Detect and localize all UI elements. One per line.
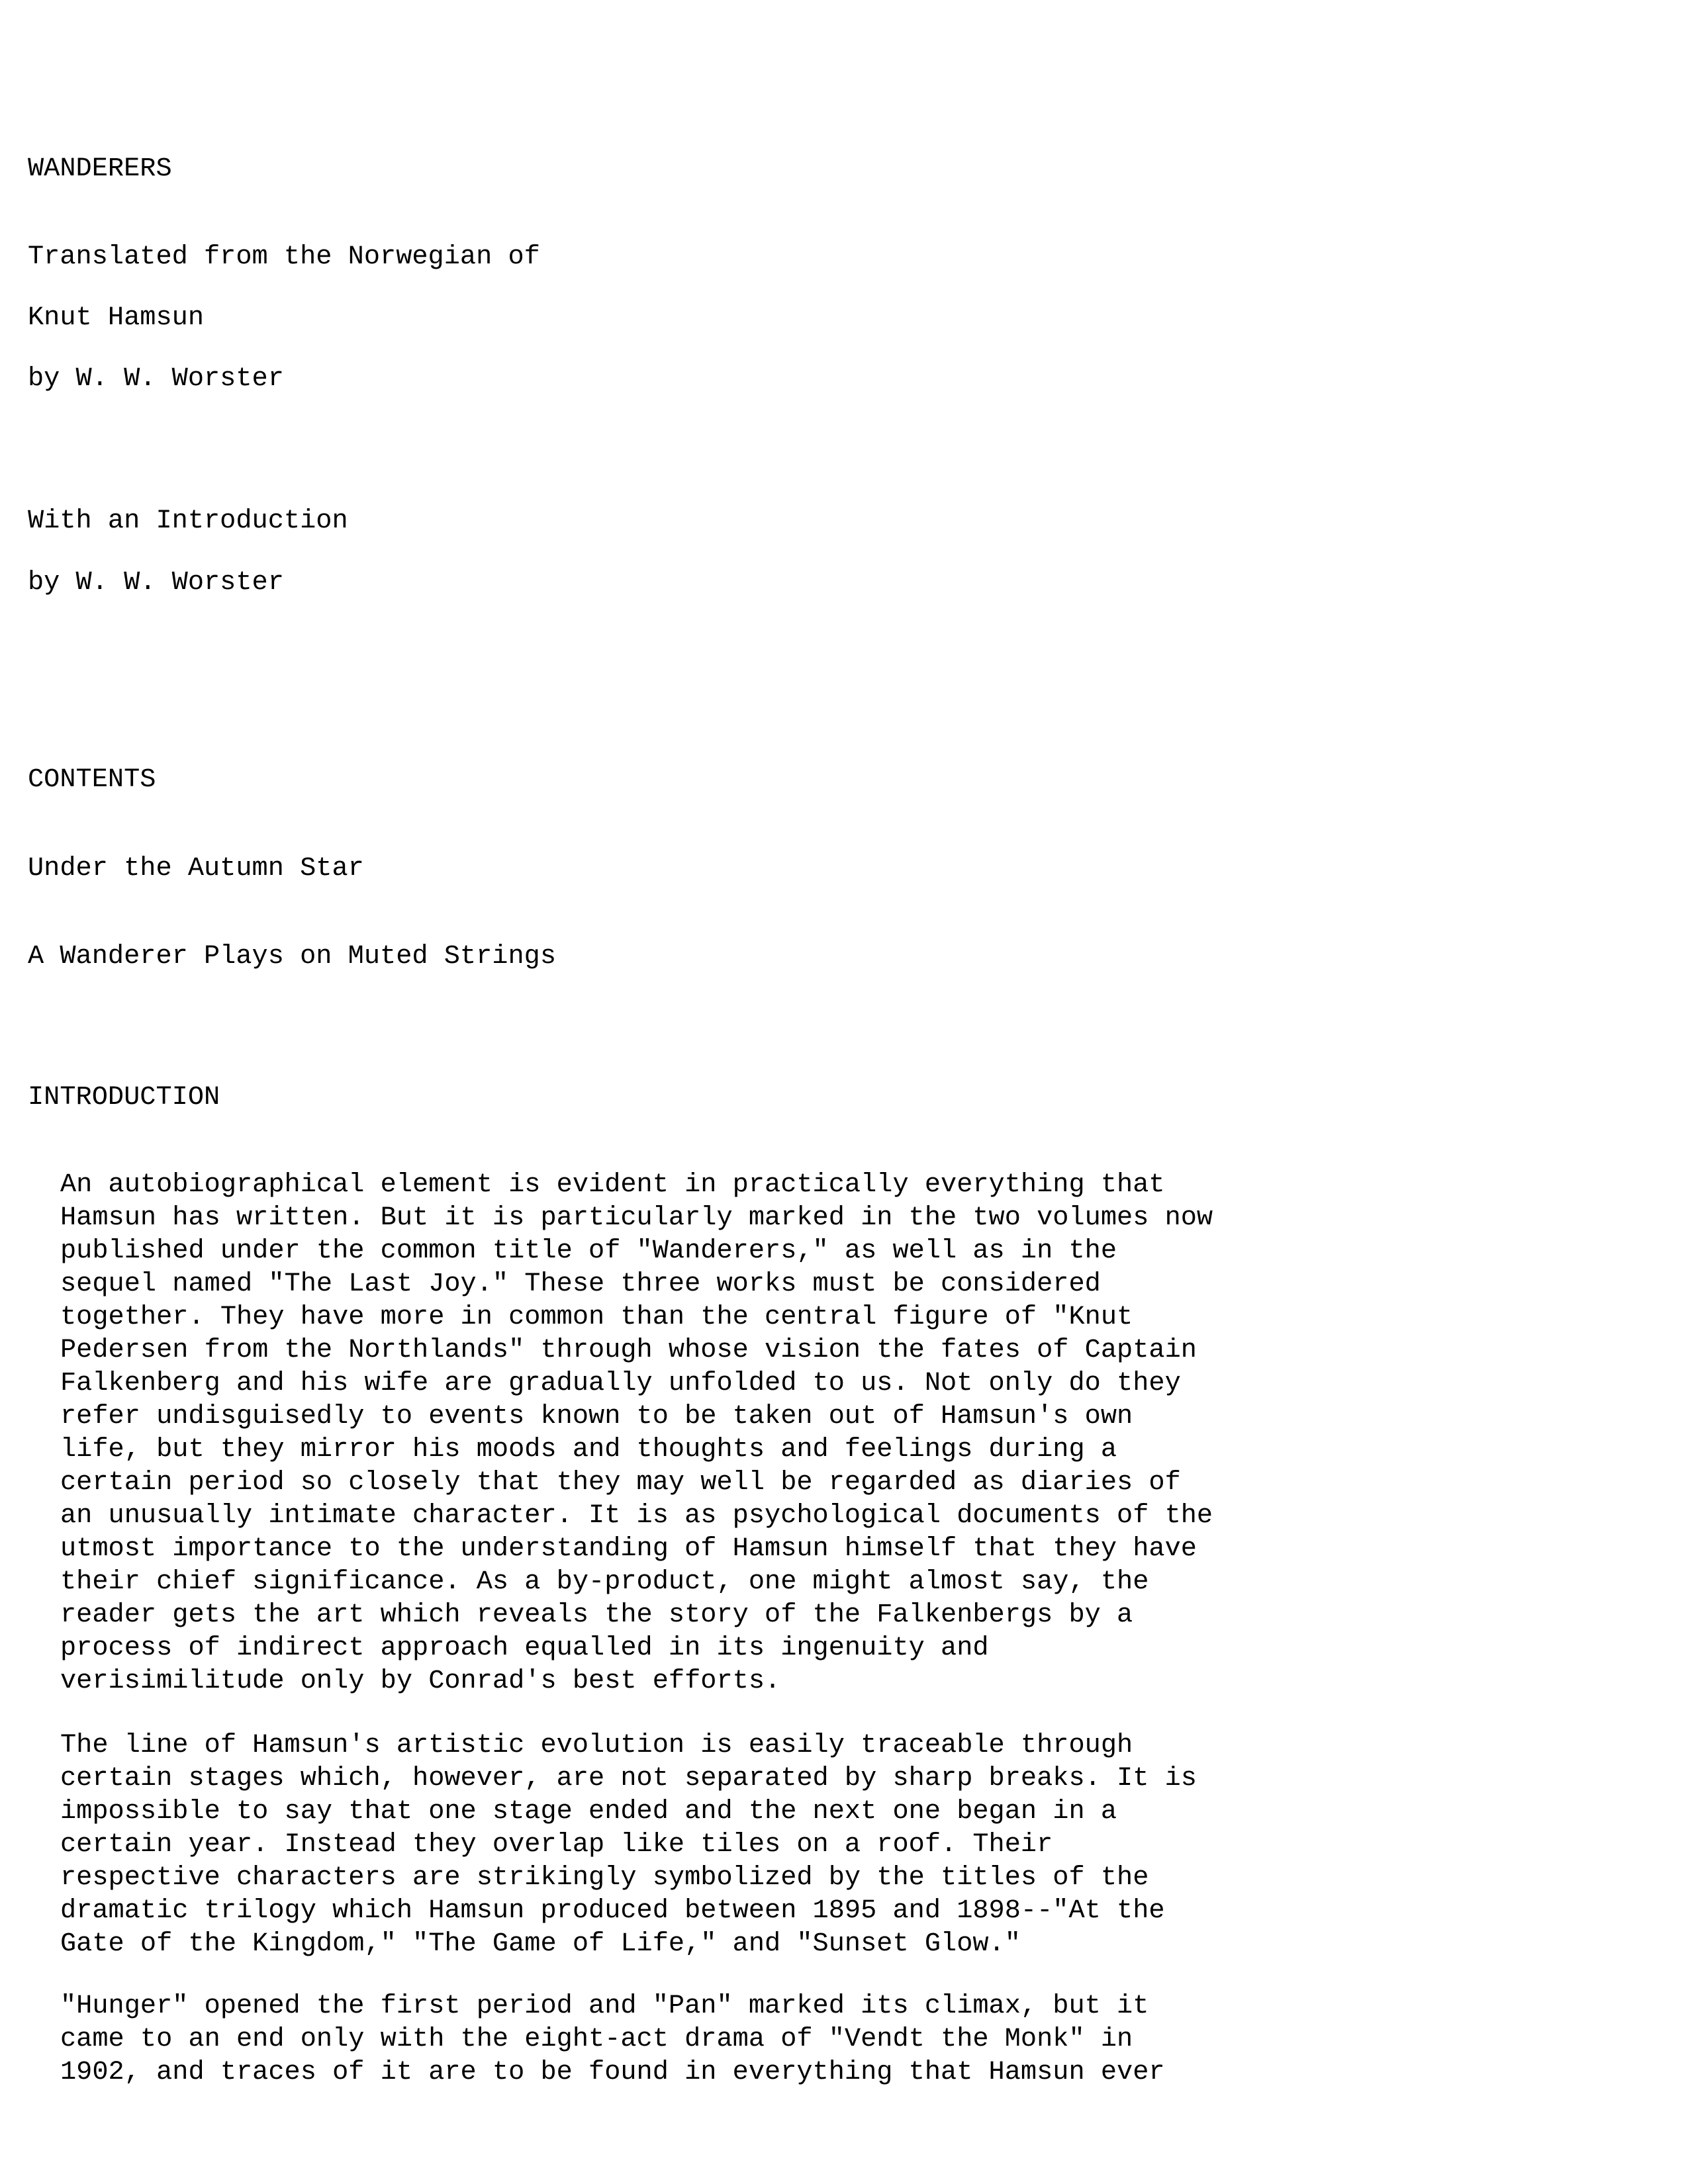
- introduction-heading: INTRODUCTION: [28, 1082, 220, 1113]
- introduction-paragraph-3: "Hunger" opened the first period and "Pan" marked its climax, but it came to an end only with the eight-act drama of "Vendt the Monk" in 1902, and traces of it are to be found in everything that Hamsun ever: [60, 1991, 1165, 2087]
- translated-from-line: Translated from the Norwegian of: [28, 242, 540, 272]
- translator-credit: by W. W. Worster: [28, 363, 284, 394]
- introduction-paragraph-1: An autobiographical element is evident in practically everything that Hamsun has written. But it is particularly marked in the two volumes now published under the common title of "Wanderers," as well as in the sequel named "The Last Joy." These three works must be considered together. They have more in common than the central figure of "Knut Pedersen from the Northlands" through whose vision the fates of Captain Falkenberg and his wife are gradually unfolded to us. Not only do they refer undisguisedly to events known to be taken out of Hamsun's own life, but they mirror his moods and thoughts and feelings during a certain period so closely that they may well be regarded as diaries of an unusually intimate character. It is as psychological documents of the utmost importance to the understanding of Hamsun himself that they have their chief significance. As a by-product, one might almost say, the reader gets the art which reveals the story of the Falkenbergs by a process of indirect approach equalled in its ingenuity and verisimilitude only by Conrad's best efforts.: [60, 1169, 1213, 1696]
- introduction-credit: by W. W. Worster: [28, 567, 284, 598]
- contents-item: Under the Autumn Star: [28, 853, 364, 884]
- contents-heading: CONTENTS: [28, 764, 156, 795]
- book-title: WANDERERS: [28, 154, 172, 184]
- introduction-paragraph-2: The line of Hamsun's artistic evolution is easily traceable through certain stages which, however, are not separated by sharp breaks. It is impossible to say that one stage ended and the next one began in a certain year. Instead they overlap like tiles on a roof. Their respective characters are strikingly symbolized by the titles of the dramatic trilogy which Hamsun produced between 1895 and 1898--"At the Gate of the Kingdom," "The Game of Life," and "Sunset Glow.": [60, 1730, 1197, 1959]
- author-name: Knut Hamsun: [28, 302, 205, 333]
- contents-item: A Wanderer Plays on Muted Strings: [28, 941, 557, 972]
- introduction-note: With an Introduction: [28, 506, 348, 536]
